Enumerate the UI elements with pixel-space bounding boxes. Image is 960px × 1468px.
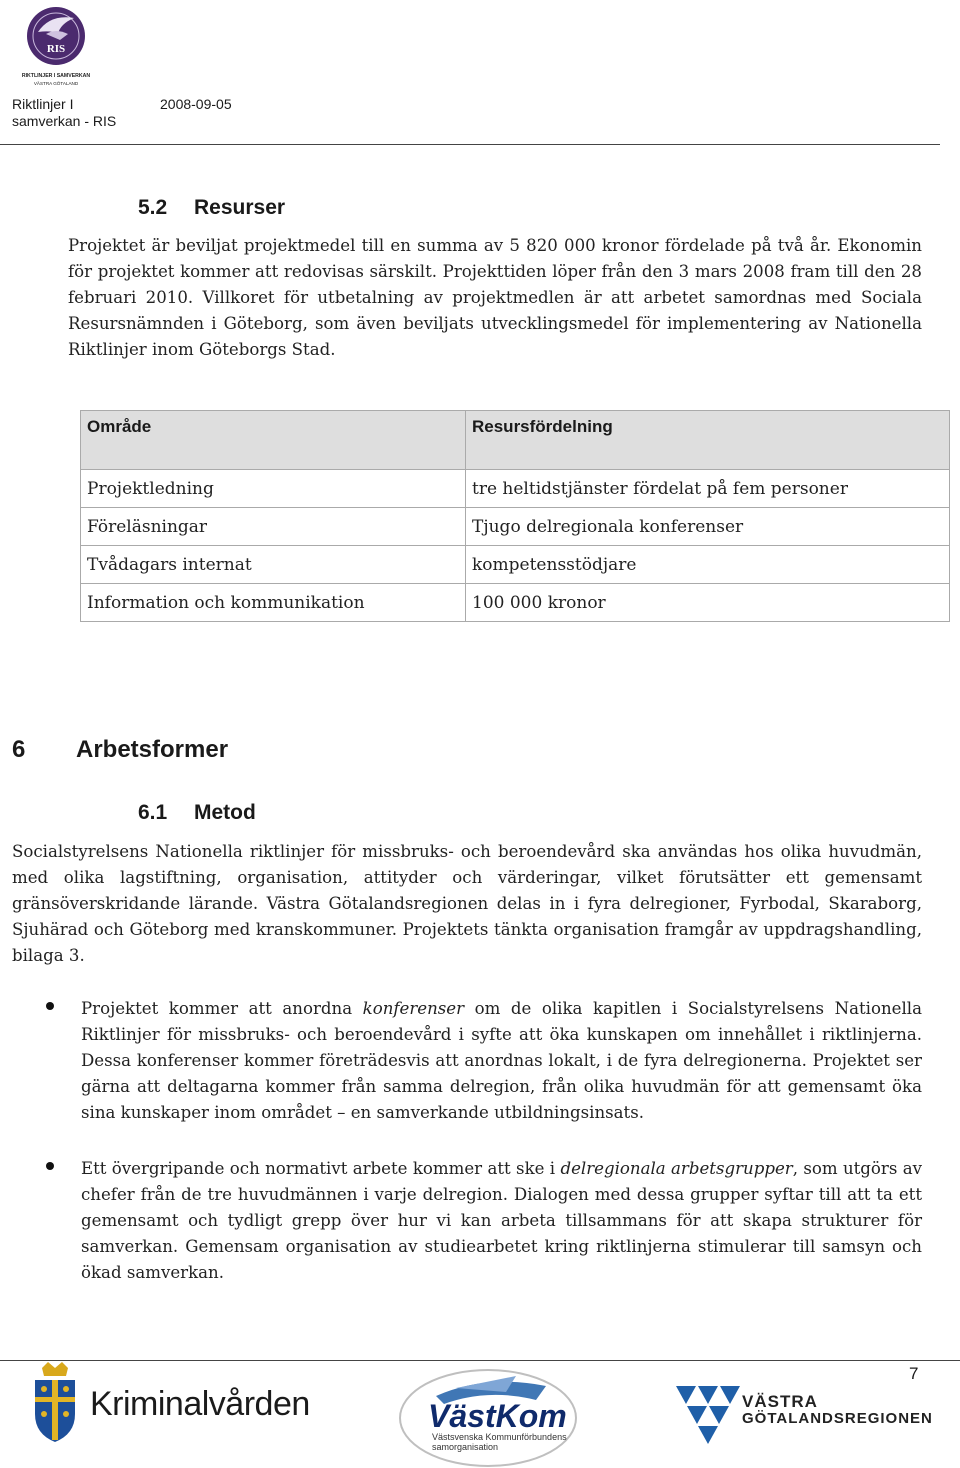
footer-divider bbox=[0, 1360, 960, 1361]
vgr-logo-text-2: GÖTALANDSREGIONEN bbox=[742, 1410, 933, 1427]
section-title: Arbetsformer bbox=[76, 736, 229, 763]
table-row bbox=[81, 584, 950, 622]
table-cell: 100 000 kronor bbox=[466, 584, 950, 622]
section-number: 5.2 bbox=[138, 196, 168, 219]
kriminalvarden-crest-icon bbox=[30, 1362, 80, 1444]
section-heading-5-2 bbox=[138, 196, 285, 220]
page-number: 7 bbox=[909, 1364, 919, 1383]
table-cell: Tvådagars internat bbox=[81, 546, 466, 584]
svg-text:RIKTLINJER I SAMVERKAN: RIKTLINJER I SAMVERKAN bbox=[21, 73, 91, 79]
svg-text:RIS: RIS bbox=[46, 43, 66, 55]
section-heading-6-1 bbox=[138, 801, 256, 825]
table-cell: kompetensstödjare bbox=[466, 546, 950, 584]
section-title: Resurser bbox=[194, 196, 286, 219]
bullet-icon bbox=[46, 1002, 54, 1010]
document-title bbox=[12, 96, 116, 130]
bullet-icon bbox=[46, 1162, 54, 1170]
bullet-list bbox=[40, 996, 922, 1316]
table-header-area: Område bbox=[81, 411, 466, 470]
list-item: Projektet kommer att anordna konferenser om de olika kapitlen i Socialstyrelsens Nationella Riktlinjer för missbruks- och beroendevård i syfte att öka kunskapen om innehållet i riktlinjerna. Dessa konferenser kommer företrädesvis att anordnas lokalt, i de fyra delregionerna. Projektet ser gärna att deltagarna kommer från samma delregion, från olika huvudmän för att gemensamt öka sina kunskaper inom området – en samverkande utbildningsinsats. bbox=[40, 996, 922, 1126]
table-header-allocation: Resursfördelning bbox=[466, 411, 950, 470]
vgr-triangle-icon bbox=[676, 1386, 740, 1446]
kriminalvarden-logo-text: Kriminalvården bbox=[90, 1385, 310, 1423]
table-header-row bbox=[81, 411, 950, 470]
method-paragraph: Socialstyrelsens Nationella riktlinjer för missbruks- och beroendevård ska användas hos olika huvudmän, med olika lagstiftning, organisation, attityder och värderingar, vilket förutsätter ett gemensamt gränsöverskridande lärande. Västra Götalandsregionen delas in i fyra delregioner, Fyrbodal, Skaraborg, Sjuhärad och Göteborg med kranskommuner. Projektets tänkta organisation framgår av uppdragshandling, bilaga 3. bbox=[12, 842, 922, 965]
section-number: 6.1 bbox=[138, 801, 168, 824]
table-cell: Information och kommunikation bbox=[81, 584, 466, 622]
table-row bbox=[81, 508, 950, 546]
vgr-logo-text-1: VÄSTRA bbox=[742, 1392, 818, 1411]
section-number: 6 bbox=[12, 736, 26, 763]
resource-table bbox=[80, 410, 950, 622]
section-title: Metod bbox=[194, 801, 256, 824]
table-cell: Projektledning bbox=[81, 470, 466, 508]
header-divider bbox=[0, 144, 940, 145]
vastkom-logo-text: VästKom bbox=[428, 1398, 567, 1434]
svg-text:VÄSTRA GÖTALAND: VÄSTRA GÖTALAND bbox=[33, 81, 79, 86]
ris-logo bbox=[16, 4, 98, 90]
emphasis: konferenser bbox=[362, 999, 465, 1018]
document-date: 2008-09-05 bbox=[160, 96, 232, 112]
table-cell: tre heltidstjänster fördelat på fem personer bbox=[466, 470, 950, 508]
resources-paragraph: Projektet är beviljat projektmedel till en summa av 5 820 000 kronor fördelade på två år. Ekonomin för projektet kommer att redovisas särskilt. Projekttiden löper från den 3 mars 2008 fram till den 28 februari 2010. Villkoret för utbetalning av projektmedlen är att arbetet samordnas med Sociala Resursnämnden i Göteborg, som även beviljats utvecklingsmedel för implementering av Nationella Riktlinjer inom Göteborgs Stad. bbox=[68, 236, 922, 359]
emphasis: delregionala arbetsgrupper bbox=[560, 1159, 793, 1178]
document-title-line-2: samverkan - RIS bbox=[12, 113, 117, 129]
section-heading-6 bbox=[12, 736, 228, 764]
table-cell: Föreläsningar bbox=[81, 508, 466, 546]
table-row bbox=[81, 470, 950, 508]
table-cell: Tjugo delregionala konferenser bbox=[466, 508, 950, 546]
vastkom-logo-subtitle: Västsvenska Kommunförbundens samorganisation bbox=[432, 1432, 567, 1452]
document-title-line-1: Riktlinjer I bbox=[12, 96, 74, 112]
table-row bbox=[81, 546, 950, 584]
list-item: Ett övergripande och normativt arbete kommer att ske i delregionala arbetsgrupper, som utgörs av chefer från de tre huvudmännen i varje delregion. Dialogen med dessa grupper syftar till att ta ett gemensamt och tydligt grepp över hur vi kan arbeta tillsammans för att skapa strukturer för samverkan. Gemensam organisation av studiearbetet kring riktlinjerna stimulerar till samsyn och ökad samverkan. bbox=[40, 1156, 922, 1286]
